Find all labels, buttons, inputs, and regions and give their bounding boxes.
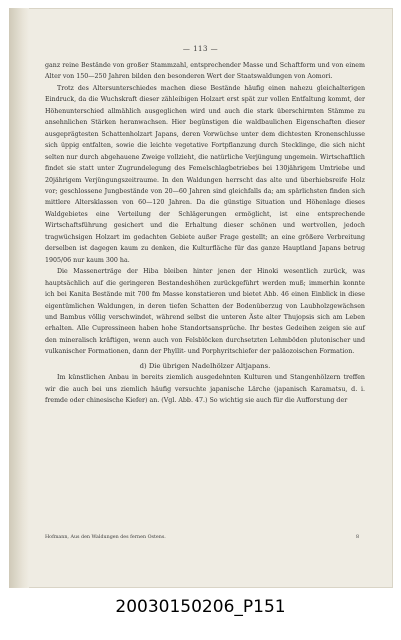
section-heading: d) Die übrigen Nadelhölzer Altjapans.: [139, 361, 271, 370]
image-caption: 20030150206_P151: [115, 597, 286, 617]
paragraph-1: ganz reine Bestände von großer Stammzahl, entsprechender Masse und Schaftform und von einem Alter von 150—250 Jahren bilden den besonderen Wert der Staatswaldungen von Aomori.: [45, 62, 365, 81]
page-footer: [45, 535, 365, 540]
paragraph-2: Trotz des Altersunterschiedes machen diese Bestände häufig einen nahezu gleichalterigen Eindruck, da die Wuchskraft dieser zähleibigen Holzart erst spät zur vollen Entfaltung kommt, der Höhenunterschied allmählich ausgeglichen wird und auch die stark überschirmten Stämme zu ansehnlichen Stärken heranwachsen. Hier begünstigen die waldbaulichen Eigenschaften dieser ausgeprägtesten Schattenholzart Japans, deren Vorwüchse unter dem dichtesten Kronenschlusse sich üppig entfalten, sowie die leichte vegetative Fortpflanzung durch Stecklinge, die sich nicht selten nur durch abgehauene Zweige vollzieht, die natürliche Verjüngung ungemein. Wirtschaftlich findet sie statt unter Zugrundelegung des Femelschlagbetriebes bei 130jährigem Umtriebe und 20jährigem Verjüngungszeitraume. In den Waldungen herrscht das alte und überhiebsreife Holz vor; geschlossene Jungbestände von 20—60 Jahren sind gleichfalls da; am spärlichsten finden sich mittlere Altersklassen von 60—120 Jahren. Da die günstige Situation und Höhenlage dieses Waldgebietes eine Verteilung der Schlägerungen ermöglicht, ist eine entsprechende Wirtschaftsführung gesichert und die Erhaltung dieser schönen und wertvollen, jedoch tragwüchsigen Holzart im gedachten Gebiete außer Frage gestellt; an eine größere Verbreitung derselben ist dagegen kaum zu denken, die Kulturfläche für das ganze Hauptland Japans betrug 1905/06 nur kaum 300 ha.: [45, 84, 365, 264]
footer-signature-mark: 8: [355, 535, 359, 540]
paragraph-3: Die Massenerträge der Hiba bleiben hinter jenen der Hinoki wesentlich zurück, was hauptsächlich auf die geringeren Bestandeshöhen zurückgeführt werden muß; immerhin konnte ich bei Kanita Bestände mit 700 fm Masse konstatieren und bietet Abb. 46 einen Einblick in diese eigentümlichen Waldungen, in deren tiefen Schatten der Bodenüberzug von Laubholzgewächsen und Bambus völlig verschwindet, während selbst die unteren Äste alter Thujopsis sich am Leben erhalten. Alle Cupressineen haben hohe Standortsansprüche. Ihr bestes Gedeihen zeigen sie auf den mineralisch kräftigen, wenn auch von Felsblöcken durchsetzten Lehmböden plutonischer und vulkanischer Formationen, dann der Phyllit- und Porphyritschiefer der paläozoischen Formation.: [45, 268, 365, 356]
section-paragraph: Im künstlichen Anbau in bereits ziemlich ausgedehnten Kulturen und Stangenhölzern treffen wir die auch bei uns ziemlich häufig versuchte japanische Lärche (japanisch Karamatsu, d. i. fremde oder chinesische Kiefer) an. (Vgl. Abb. 47.) So wichtig sie auch für die Aufforstung der: [45, 374, 365, 405]
body-text: [45, 60, 365, 407]
page-number: — 113 —: [182, 45, 219, 53]
footer-running-title: Hofmann, Aus den Waldungen des fernen Ostens.: [45, 535, 166, 540]
page-gutter: [9, 8, 29, 588]
